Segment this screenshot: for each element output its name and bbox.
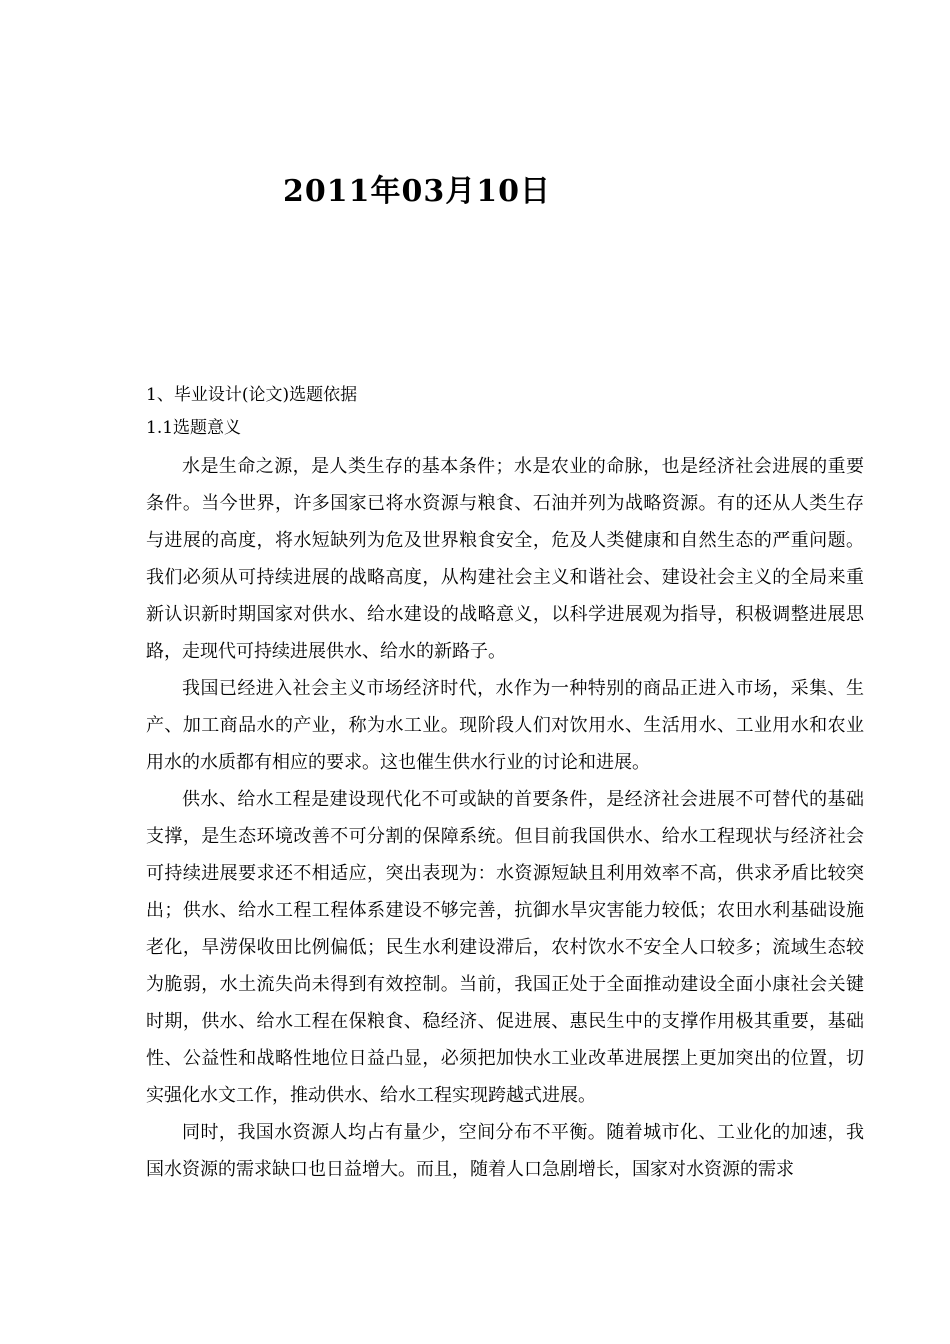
- date-title: 2011年03月10日: [283, 174, 551, 209]
- paragraph: 水是生命之源，是人类生存的基本条件；水是农业的命脉，也是经济社会进展的重要条件。当今世界，许多国家已将水资源与粮食、石油并列为战略资源。有的还从人类生存与进展的高度，将水短缺列为危及世界粮食安全，危及人类健康和自然生态的严重问题。我们必须从可持续进展的战略高度，从构建社会主义和谐社会、建设社会主义的全局来重新认识新时期国家对供水、给水建设的战略意义，以科学进展观为指导，积极调整进展思路，走现代可持续进展供水、给水的新路子。: [146, 456, 864, 662]
- body-text: [146, 448, 864, 1188]
- section-heading: 1、毕业设计(论文)选题依据: [146, 385, 358, 405]
- paragraph: 同时，我国水资源人均占有量少，空间分布不平衡。随着城市化、工业化的加速，我国水资源的需求缺口也日益增大。而且，随着人口急剧增长，国家对水资源的需求: [146, 1122, 864, 1180]
- paragraph: 我国已经进入社会主义市场经济时代，水作为一种特别的商品正进入市场，采集、生产、加工商品水的产业，称为水工业。现阶段人们对饮用水、生活用水、工业用水和农业用水的水质都有相应的要求。这也催生供水行业的讨论和进展。: [146, 678, 864, 773]
- subsection-heading: 1.1选题意义: [146, 418, 242, 438]
- paragraph: 供水、给水工程是建设现代化不可或缺的首要条件，是经济社会进展不可替代的基础支撑，是生态环境改善不可分割的保障系统。但目前我国供水、给水工程现状与经济社会可持续进展要求还不相适应，突出表现为：水资源短缺且利用效率不高，供求矛盾比较突出；供水、给水工程工程体系建设不够完善，抗御水旱灾害能力较低；农田水利基础设施老化，旱涝保收田比例偏低；民生水利建设滞后，农村饮水不安全人口较多；流域生态较为脆弱，水土流失尚未得到有效控制。当前，我国正处于全面推动建设全面小康社会关键时期，供水、给水工程在保粮食、稳经济、促进展、惠民生中的支撑作用极其重要，基础性、公益性和战略性地位日益凸显，必须把加快水工业改革进展摆上更加突出的位置，切实强化水文工作，推动供水、给水工程实现跨越式进展。: [146, 789, 864, 1106]
